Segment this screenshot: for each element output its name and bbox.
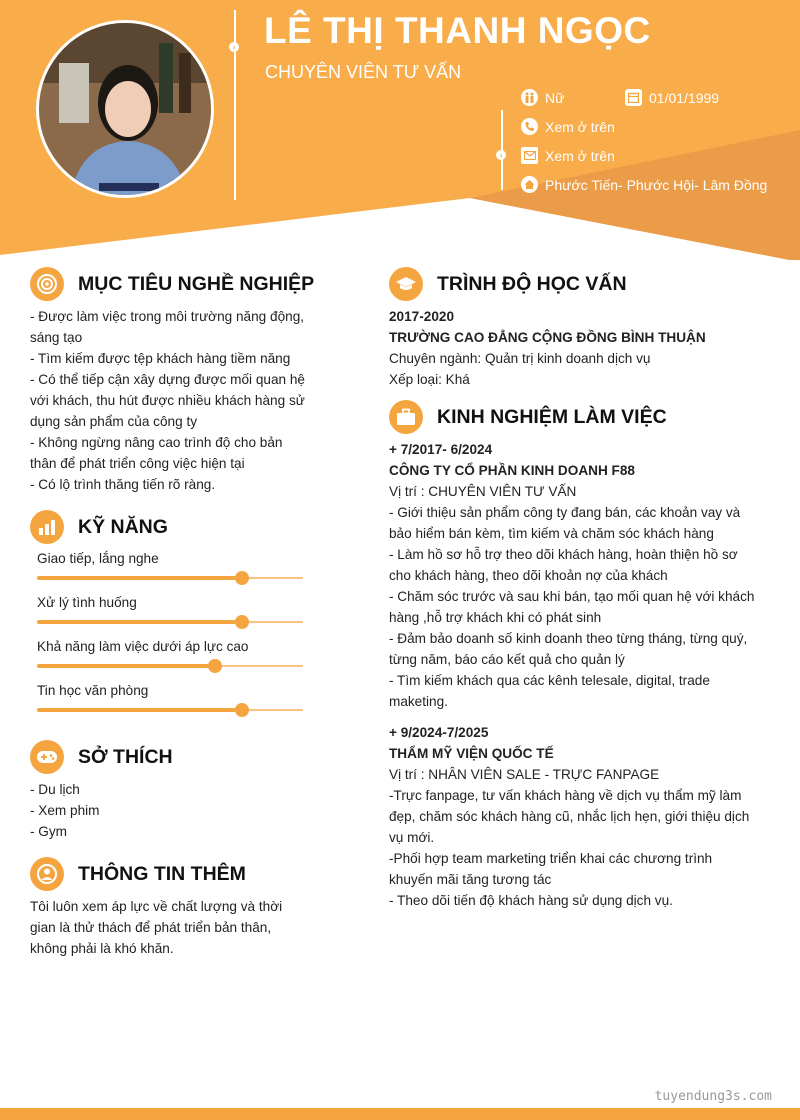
job-line: cho khách hàng, theo dõi khoản nợ của khách: [389, 568, 668, 583]
skills-section-header: [30, 510, 168, 544]
skill-bar: [37, 709, 303, 711]
home-icon: [521, 176, 538, 193]
experience-section-header: [389, 400, 667, 434]
extra-info-section-header: [30, 857, 246, 891]
objective-line: sáng tạo: [30, 330, 83, 345]
job-line: từng năm, báo cáo kết quả cho quản lý: [389, 652, 625, 667]
skill-bar-knob: [208, 659, 222, 673]
skill-bar-fill: [37, 708, 242, 712]
skill-bar-knob: [235, 703, 249, 717]
job-role: Vị trí : NHÂN VIÊN SALE - TRỰC FANPAGE: [389, 767, 660, 782]
gamepad-icon: [30, 740, 64, 774]
job-period: + 9/2024-7/2025: [389, 725, 489, 740]
address-info: [521, 176, 767, 193]
job-line: - Tìm kiếm khách qua các kênh telesale, digital, trade: [389, 673, 710, 688]
chevron-right-icon: ›: [496, 150, 506, 160]
calendar-icon: [625, 89, 642, 106]
job-line: - Theo dõi tiến độ khách hàng sử dụng dịch vụ.: [389, 893, 673, 908]
gender-icon: [521, 89, 538, 106]
graduation-cap-icon: [389, 267, 423, 301]
skill-label: Tin học văn phòng: [37, 683, 149, 698]
email-text: Xem ở trên: [545, 147, 615, 164]
dob-text: 01/01/1999: [649, 89, 720, 106]
objective-line: với khách, thu hút được nhiều khách hàng sử: [30, 393, 305, 408]
chevron-right-icon: ›: [229, 42, 239, 52]
phone-info: [521, 118, 615, 135]
job-line: maketing.: [389, 694, 448, 709]
gender-text: Nữ: [545, 89, 565, 106]
education-school: TRƯỜNG CAO ĐẲNG CỘNG ĐỒNG BÌNH THUẬN: [389, 330, 706, 345]
skill-bar-knob: [235, 571, 249, 585]
objective-line: dụng sản phẩm của công ty: [30, 414, 198, 429]
experience-job: [389, 439, 761, 712]
mail-icon: [521, 147, 538, 164]
hobby-item: - Gym: [30, 824, 67, 839]
education-grade: Xếp loại: Khá: [389, 372, 470, 387]
job-line: -Trực fanpage, tư vấn khách hàng về dịch vụ thẩm mỹ làm: [389, 788, 742, 803]
education-major: Chuyên ngành: Quản trị kinh doanh dịch vụ: [389, 351, 651, 366]
objective-line: - Có thể tiếp cận xây dựng được mối quan hệ: [30, 372, 305, 387]
skill-bar-fill: [37, 620, 242, 624]
skill-bar: [37, 665, 303, 667]
job-line: - Đảm bảo doanh số kinh doanh theo từng tháng, từng quý,: [389, 631, 748, 646]
job-role: Vị trí : CHUYÊN VIÊN TƯ VẤN: [389, 484, 577, 499]
objective-line: - Được làm việc trong môi trường năng động,: [30, 309, 305, 324]
extra-info-text: [30, 896, 313, 959]
skill-bar-fill: [37, 576, 242, 580]
skill-label: Xử lý tình huống: [37, 595, 137, 610]
job-period: + 7/2017- 6/2024: [389, 442, 493, 457]
candidate-name: LÊ THỊ THANH NGỌC: [264, 10, 651, 51]
job-line: bảo hiểm bán kèm, tìm kiếm và chăm sóc khách hàng: [389, 526, 714, 541]
hobbies-title: SỞ THÍCH: [78, 745, 173, 768]
job-line: khuyến mãi tăng tương tác: [389, 872, 552, 887]
target-icon: [30, 267, 64, 301]
skills-title: KỸ NĂNG: [78, 515, 168, 538]
hobbies-list: [30, 779, 313, 842]
skill-bar: [37, 621, 303, 623]
skill-bar: [37, 577, 303, 579]
job-line: - Chăm sóc trước và sau khi bán, tạo mối quan hệ với khách: [389, 589, 755, 604]
header-divider-line: [234, 10, 236, 200]
job-line: - Giới thiệu sản phẩm công ty đang bán, các khoản vay và: [389, 505, 741, 520]
address-text: Phước Tiến- Phước Hội- Lâm Đồng: [545, 176, 768, 193]
education-period: 2017-2020: [389, 309, 455, 324]
avatar: [36, 20, 214, 198]
extra-info-title: THÔNG TIN THÊM: [78, 862, 246, 885]
gender-info: [521, 89, 564, 106]
skill-bar-fill: [37, 664, 215, 668]
watermark: tuyendung3s.com: [654, 1089, 772, 1104]
experience-job: [389, 722, 761, 911]
job-line: - Làm hồ sơ hỗ trợ theo dõi khách hàng, hoàn thiện hồ sơ: [389, 547, 738, 562]
job-line: đẹp, chăm sóc khách hàng cũ, nhắc lịch hẹn, giới thiệu dịch: [389, 809, 750, 824]
footer-bar: [0, 1108, 800, 1120]
hobbies-section-header: [30, 740, 173, 774]
objective-section-header: [30, 267, 314, 301]
objective-line: - Không ngừng nâng cao trình độ cho bản: [30, 435, 283, 450]
candidate-position: CHUYÊN VIÊN TƯ VẤN: [265, 62, 462, 82]
education-title: TRÌNH ĐỘ HỌC VẤN: [437, 272, 627, 295]
education-details: [389, 306, 761, 390]
objective-text: [30, 306, 313, 495]
dob-info: [625, 89, 719, 106]
skill-label: Giao tiếp, lắng nghe: [37, 551, 159, 566]
bar-chart-icon: [30, 510, 64, 544]
extra-line: gian là thử thách để phát triển bản thân,: [30, 920, 272, 935]
skill-label: Khả năng làm việc dưới áp lực cao: [37, 639, 249, 654]
phone-icon: [521, 118, 538, 135]
job-line: vụ mới.: [389, 830, 435, 845]
phone-text: Xem ở trên: [545, 118, 615, 135]
job-line: hàng ,hỗ trợ khách khi có phát sinh: [389, 610, 602, 625]
email-info: [521, 147, 615, 164]
objective-line: - Có lộ trình thăng tiến rõ ràng.: [30, 477, 216, 492]
job-company: CÔNG TY CỔ PHẦN KINH DOANH F88: [389, 463, 635, 478]
job-line: -Phối hợp team marketing triển khai các chương trình: [389, 851, 713, 866]
job-company: THẨM MỸ VIỆN QUỐC TẾ: [389, 746, 554, 761]
experience-title: KINH NGHIỆM LÀM VIỆC: [437, 405, 667, 428]
hobby-item: - Du lịch: [30, 782, 80, 797]
objective-title: MỤC TIÊU NGHỀ NGHIỆP: [78, 272, 315, 295]
objective-line: thân để phát triển công việc hiện tại: [30, 456, 245, 471]
extra-line: Tôi luôn xem áp lực về chất lượng và thời: [30, 899, 283, 914]
extra-line: không phải là khó khăn.: [30, 941, 174, 956]
skill-bar-knob: [235, 615, 249, 629]
education-section-header: [389, 267, 627, 301]
user-icon: [30, 857, 64, 891]
objective-line: - Tìm kiếm được tệp khách hàng tiềm năng: [30, 351, 291, 366]
briefcase-icon: [389, 400, 423, 434]
hobby-item: - Xem phim: [30, 803, 100, 818]
